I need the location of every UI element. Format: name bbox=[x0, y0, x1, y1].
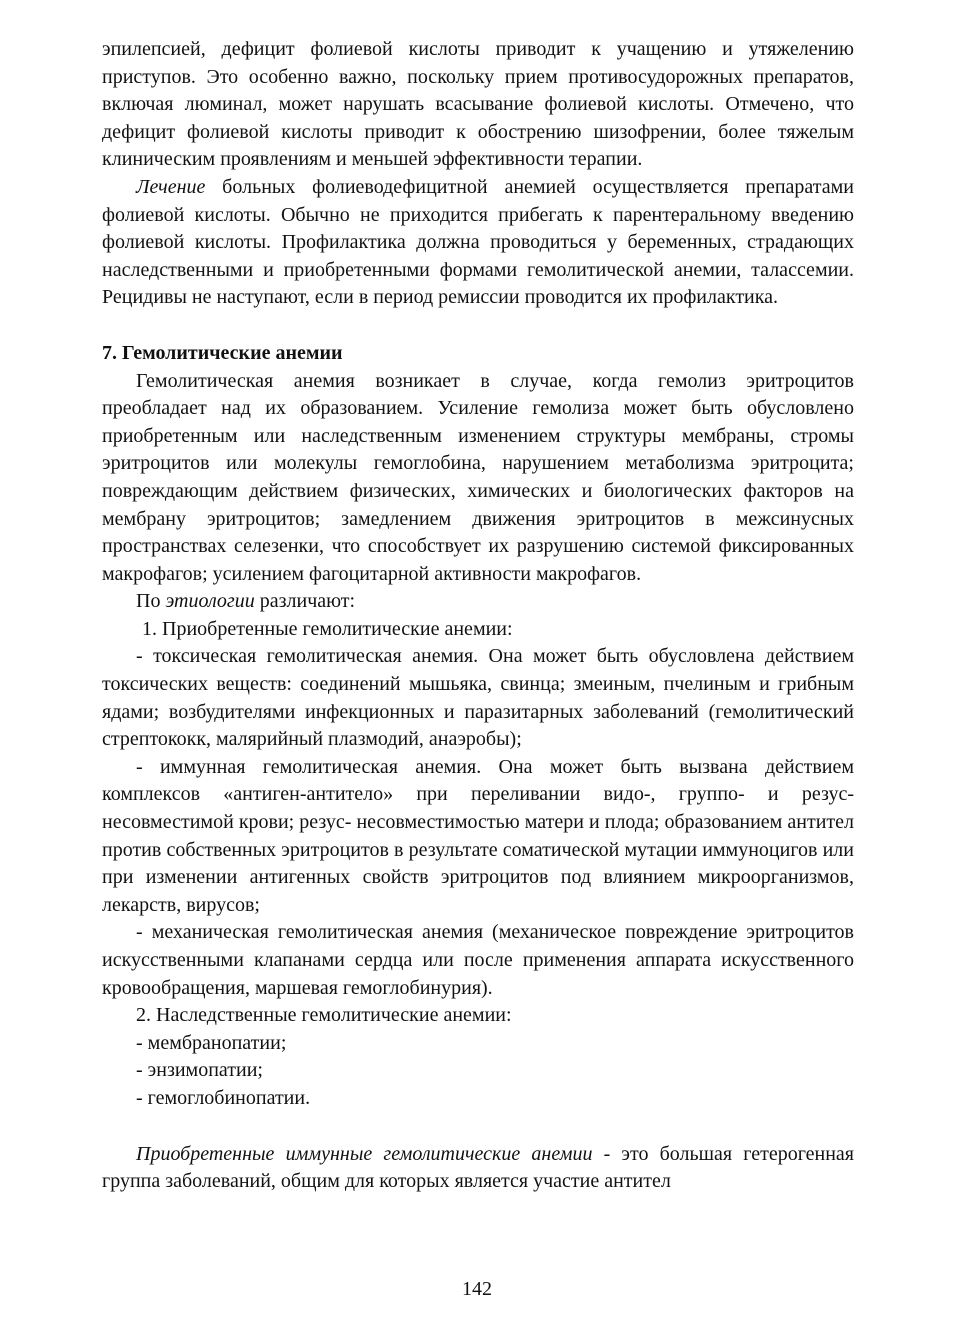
list-item: - энзимопатии; bbox=[136, 1059, 263, 1082]
page-number: 142 bbox=[462, 1278, 492, 1300]
list-item: - мембранопатии; bbox=[136, 1031, 287, 1054]
paragraph-epilepsy: эпилепсией, дефицит фолиевой кислоты приводит к учащению и утяжелению приступов. Это особенно важно, поскольку прием противосудорожных препаратов, включая люминал, может нарушать всасывание фолиевой кислоты. Отмечено, что дефицит фолиевой кислоты приводит к обострению шизофрении, более тяжелым клиническим проявлениям и меньшей эффективности терапии. bbox=[102, 38, 854, 171]
term-acquired-immune: Приобретенные иммунные гемолитические анемии bbox=[136, 1142, 593, 1165]
section-heading: 7. Гемолитические анемии bbox=[102, 341, 343, 364]
page-body bbox=[102, 36, 854, 1196]
list-item-immune: - иммунная гемолитическая анемия. Она может быть вызвана действием комплексов «антиген-антитело» при переливании видо-, группо- и резус-несовместимой крови; резус- несовместимостью матери и плода; образованием антител против собственных эритроцитов в результате соматической мутации иммуноцигов или при изменении антигенных свойств эритроцитов под влиянием микроорганизмов, лекарств, вирусов; bbox=[102, 755, 854, 916]
term-treatment: Лечение bbox=[136, 175, 206, 198]
paragraph-hemolytic-intro: Гемолитическая анемия возникает в случае, когда гемолиз эритроцитов преобладает над их образованием. Усиление гемолиза может быть обусловлено приобретенным или наследственным изменением структуры мембраны, стромы эритроцитов или молекулы гемоглобина, нарушением метаболизма эритроцита; повреждающим действием физических, химических и биологических факторов на мембрану эритроцитов; замедлением движения эритроцитов в межсинусных пространствах селезенки, что способствует их разрушению системой фиксированных макрофагов; усилением фагоцитарной активности макрофагов. bbox=[102, 369, 854, 585]
list-acquired-title: 1. Приобретенные гемолитические анемии: bbox=[142, 617, 513, 640]
paragraph-immune-anemias bbox=[102, 1141, 854, 1196]
etiology-after: различают: bbox=[254, 590, 356, 613]
immune-anemias-text: - это большая гетерогенная группа заболеваний, общим для которых является участие антител bbox=[102, 1142, 854, 1193]
etiology-before: По bbox=[136, 590, 166, 613]
treatment-text: больных фолиеводефицитной анемией осуществляется препаратами фолиевой кислоты. Обычно не приходится прибегать к парентеральному введению фолиевой кислоты. Профилактика должна проводиться у беременных, страдающих наследственными и приобретенными формами гемолитической анемии, талассемии. Рецидивы не наступают, если в период ремиссии проводится их профилактика. bbox=[102, 175, 854, 309]
paragraph-etiology bbox=[102, 588, 854, 616]
list-item: - гемоглобинопатии. bbox=[136, 1086, 311, 1109]
paragraph-treatment bbox=[102, 174, 854, 312]
list-hereditary-title: 2. Наследственные гемолитические анемии: bbox=[136, 1004, 512, 1027]
term-etiology: этиологии bbox=[165, 590, 255, 613]
list-item-mechanical: - механическая гемолитическая анемия (механическое повреждение эритроцитов искусственными клапанами сердца или после применения аппарата искусственного кровообращения, маршевая гемоглобинурия). bbox=[102, 921, 854, 999]
list-item-toxic: - токсическая гемолитическая анемия. Она может быть обусловлена действием токсических веществ: соединений мышьяка, свинца; змеиным, пчелиным и грибным ядами; возбудителями инфекционных и паразитарных заболеваний (гемолитический стрептококк, малярийный плазмодий, анаэробы); bbox=[102, 645, 854, 751]
spacer bbox=[102, 1113, 854, 1141]
